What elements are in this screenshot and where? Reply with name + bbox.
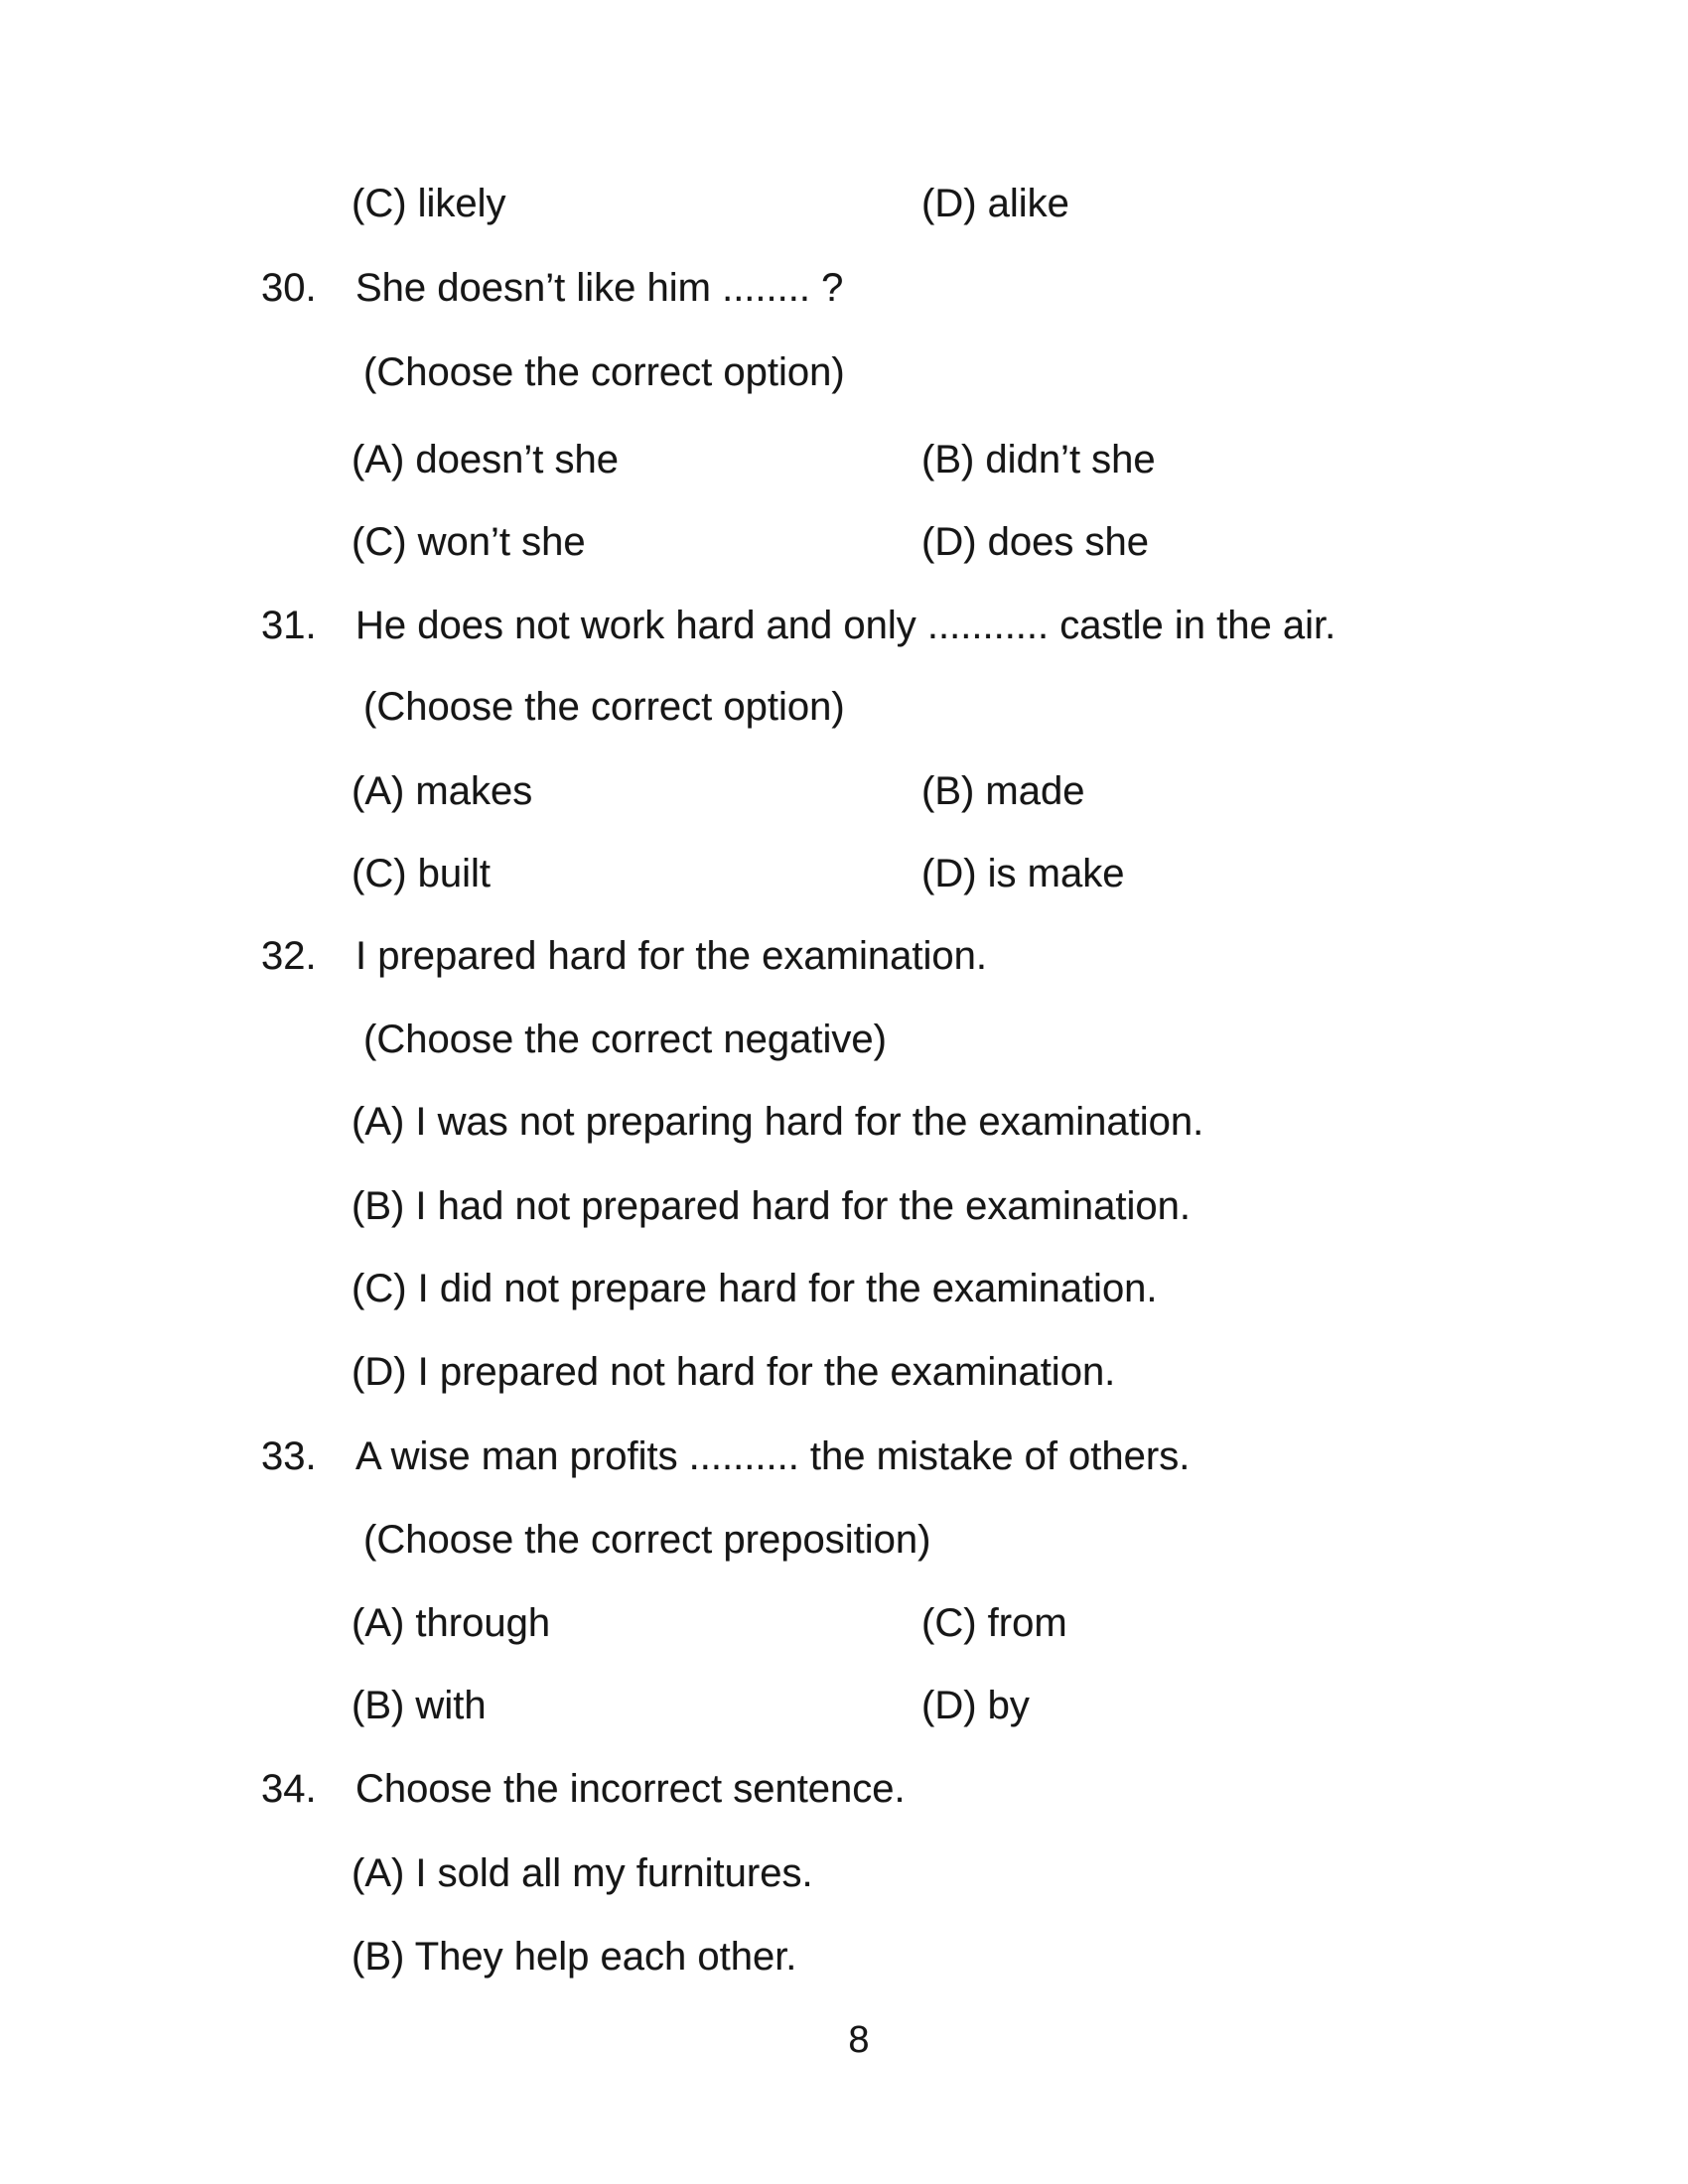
question-text: He does not work hard and only ........... castle in the air.	[355, 604, 1336, 647]
option-b: (B) They help each other.	[352, 1935, 797, 1979]
page-footer	[0, 1998, 1688, 2082]
question-33-line	[0, 1415, 1688, 1498]
question-32-option-b	[0, 1164, 1688, 1248]
question-text: Choose the incorrect sentence.	[355, 1767, 906, 1811]
option-d: (D) does she	[921, 520, 1149, 564]
option-a: (A) makes	[352, 769, 533, 813]
question-31-options-row-2	[0, 832, 1688, 915]
option-c: (C) I did not prepare hard for the examination.	[352, 1267, 1158, 1310]
option-c: (C) built	[352, 852, 492, 895]
question-33-instruction	[0, 1498, 1688, 1581]
question-text: She doesn’t like him ........ ?	[355, 266, 844, 310]
option-b: (B) I had not prepared hard for the examination.	[352, 1184, 1191, 1228]
question-number: 32.	[261, 934, 317, 978]
option-d: (D) is make	[921, 852, 1125, 895]
option-d: (D) by	[921, 1684, 1030, 1727]
page-number: 8	[848, 2019, 870, 2061]
question-30-instruction	[0, 331, 1688, 414]
question-30-options-row-2	[0, 500, 1688, 584]
instruction-text: (Choose the correct preposition)	[363, 1518, 931, 1562]
question-30-line	[0, 246, 1688, 330]
option-a: (A) doesn’t she	[352, 438, 620, 481]
question-33-options-row-2	[0, 1664, 1688, 1747]
question-32-line	[0, 914, 1688, 998]
instruction-text: (Choose the correct negative)	[363, 1018, 887, 1061]
instruction-text: (Choose the correct option)	[363, 350, 845, 394]
question-34-option-a	[0, 1832, 1688, 1915]
question-31-line	[0, 584, 1688, 667]
question-33-options-row-1	[0, 1581, 1688, 1665]
question-number: 33.	[261, 1434, 317, 1478]
question-31-options-row-1	[0, 750, 1688, 833]
question-text: A wise man profits .......... the mistake of others.	[355, 1434, 1191, 1478]
option-a: (A) I sold all my furnitures.	[352, 1851, 813, 1895]
question-32-option-d	[0, 1330, 1688, 1414]
option-c: (C) from	[921, 1601, 1067, 1645]
question-30-options-row-1	[0, 418, 1688, 501]
option-c: (C) won’t she	[352, 520, 586, 564]
option-c-likely: (C) likely	[352, 182, 506, 225]
question-number: 31.	[261, 604, 317, 647]
option-d: (D) I prepared not hard for the examination.	[352, 1350, 1116, 1394]
option-d-alike: (D) alike	[921, 182, 1069, 225]
question-34-line	[0, 1747, 1688, 1831]
instruction-text: (Choose the correct option)	[363, 685, 845, 729]
option-b: (B) made	[921, 769, 1085, 813]
option-a: (A) through	[352, 1601, 551, 1645]
option-b: (B) didn’t she	[921, 438, 1156, 481]
question-number: 34.	[261, 1767, 317, 1811]
question-32-instruction	[0, 998, 1688, 1081]
question-32-option-c	[0, 1247, 1688, 1330]
carryover-option-row	[0, 162, 1688, 245]
option-b: (B) with	[352, 1684, 487, 1727]
question-32-option-a	[0, 1080, 1688, 1163]
question-number: 30.	[261, 266, 317, 310]
question-text: I prepared hard for the examination.	[355, 934, 987, 978]
option-a: (A) I was not preparing hard for the examination.	[352, 1100, 1204, 1144]
question-31-instruction	[0, 665, 1688, 749]
question-34-option-b	[0, 1915, 1688, 1998]
